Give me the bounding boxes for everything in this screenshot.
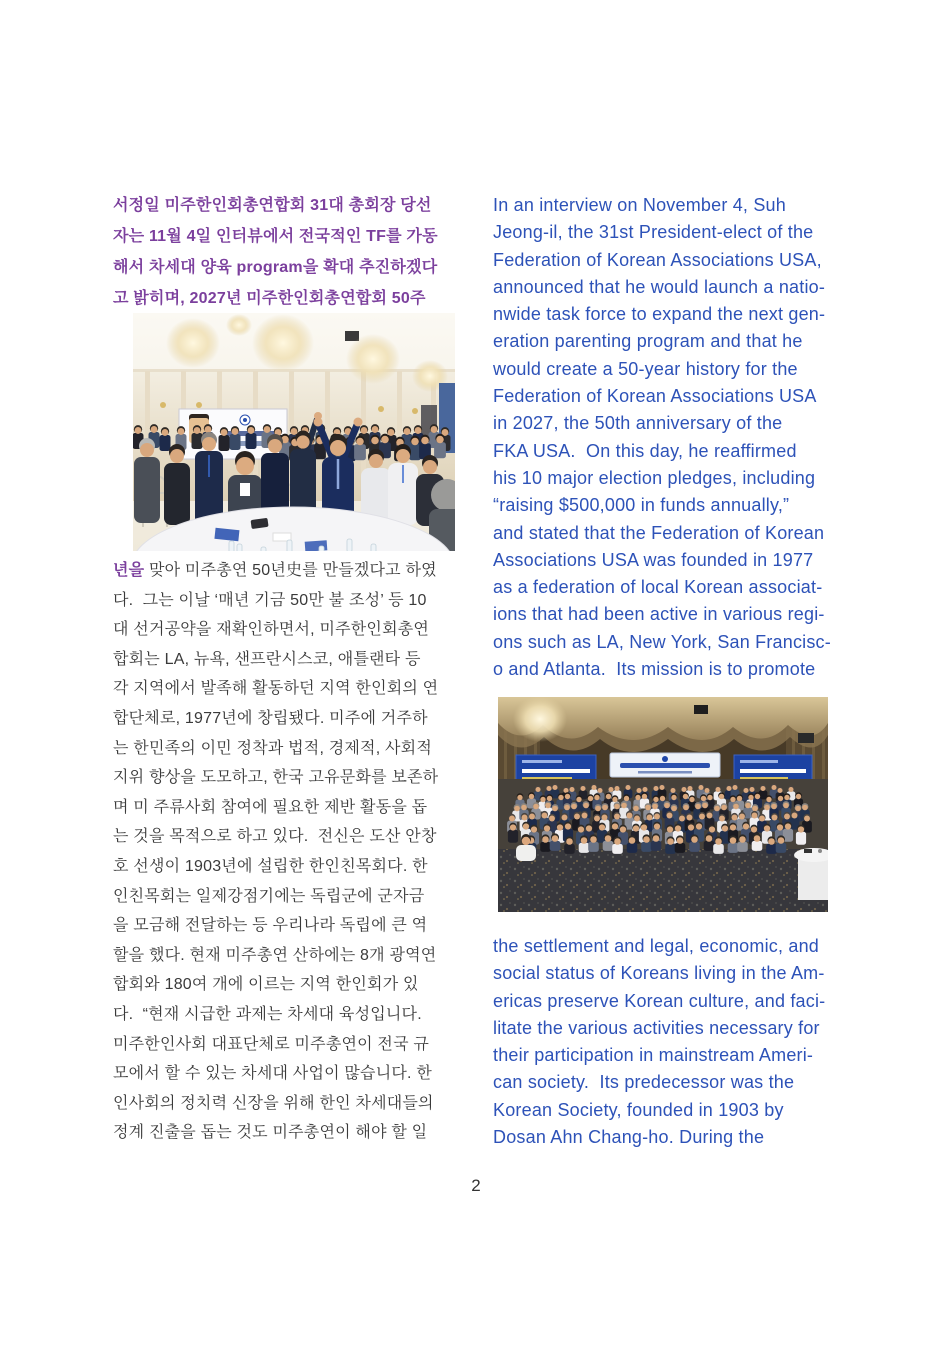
intro-line: 자는 11월 4일 인터뷰에서 전국적인 TF를 가동 [113,228,438,245]
english-line: social status of Koreans living in the Am- [493,963,825,984]
body-line: 모에서 할 수 있는 차세대 사업이 많습니다. 한 [113,1065,432,1083]
celebration-photo [133,313,455,551]
side-table [794,848,828,900]
english-line: o and Atlanta. Its mission is to promote [493,659,816,680]
english-line: and stated that the Federation of Korean [493,522,825,543]
body-line: 대 선거공약을 재확인하면서, 미주한인회총연 [113,621,430,639]
korean-body-paragraph [113,556,438,1148]
intro-line: 해서 차세대 양육 program을 확대 추진하겠다 [113,259,438,276]
english-line: Associations USA was founded in 1977 [493,549,814,570]
body-line: 미주한인사회 대표단체로 미주총연이 전국 규 [113,1035,430,1053]
english-line: as a federation of local Korean associat- [493,577,823,598]
group-photo [498,697,828,912]
body-line: 인친목회는 일제강점기에는 독립군에 군자금 [113,887,425,905]
english-line: litate the various activities necessary for [493,1017,820,1038]
english-line: their participation in mainstream Ameri- [493,1045,814,1066]
english-line: announced that he would launch a natio- [493,276,826,297]
english-line: can society. Its predecessor was the [493,1072,795,1093]
english-line: eration parenting program and that he [493,331,803,352]
english-line: Korean Society, founded in 1903 by [493,1099,784,1120]
english-line: in 2027, the 50th anniversary of the [493,413,783,434]
english-paragraph-2 [493,933,873,1151]
body-line: 는 한민족의 이민 정착과 법적, 경제적, 사회적 [113,739,432,757]
english-line: Jeong-il, the 31st President-elect of the [493,222,814,243]
english-line: “raising $500,000 in funds annually,” [493,495,790,516]
body-line: 할을 했다. 현재 미주총연 산하에는 8개 광역연 [113,946,437,964]
speaker [694,705,708,714]
patterned-carpet [498,849,828,912]
group-crowd [507,784,812,854]
body-line: 는 것을 목적으로 하고 있다. 전신은 도산 안창 [113,828,437,846]
body-line: 합단체로, 1977년에 창립됐다. 미주에 거주하 [113,709,428,727]
english-line: the settlement and legal, economic, and [493,936,819,956]
body-line: 지위 향상을 도모하고, 한국 고유문화를 보존하 [113,769,439,787]
page-number: 2 [471,1176,481,1195]
english-line: Federation of Korean Associations USA [493,386,817,407]
english-line: FKA USA. On this day, he reaffirmed [493,440,797,461]
english-line: In an interview on November 4, Suh [493,195,786,215]
korean-intro-paragraph [113,190,438,314]
body-line: 인사회의 정치력 신장을 위해 한인 차세대들의 [113,1094,434,1112]
body-line: 합회는 LA, 뉴욕, 샌프란시스코, 애틀랜타 등 [113,650,421,668]
english-line: ons such as LA, New York, San Francisc- [493,631,831,652]
body-line: 정계 진출을 돕는 것도 미주총연이 해야 할 일 [113,1124,428,1142]
english-paragraph-1 [493,192,873,683]
purple-lead-word: 년을 [113,562,145,579]
body-line: 다. “현재 시급한 과제는 차세대 육성입니다. [113,1005,422,1023]
english-line: Federation of Korean Associations USA, [493,249,822,270]
body-line-rest: 맞아 미주총연 50년史를 만들겠다고 하였 [144,562,437,579]
intro-line: 고 밝히며, 2027년 미주한인회총연합회 50주 [113,290,426,307]
english-line: his 10 major election pledges, including [493,467,816,488]
body-line: 다. 그는 이날 ‘매년 기금 50만 불 조성’ 등 10 [113,591,427,609]
body-line: 각 지역에서 발족해 활동하던 지역 한인회의 연 [113,680,439,698]
english-line: ions that had been active in various regi- [493,604,825,625]
body-line: 호 선생이 1903년에 설립한 한인친목회다. 한 [113,857,428,875]
english-line: ericas preserve Korean culture, and faci- [493,990,826,1011]
chandelier [513,697,567,742]
intro-line: 서정일 미주한인회총연합회 31대 총회장 당선 [113,197,432,214]
body-line: 을 모금해 전달하는 등 우리나라 독립에 큰 역 [113,917,428,935]
english-line: would create a 50-year history for the [493,358,798,379]
english-line: Dosan Ahn Chang-ho. During the [493,1127,765,1148]
body-line: 며 미 주류사회 참여에 필요한 제반 활동을 돕 [113,798,428,816]
english-line: nwide task force to expand the next gen- [493,304,826,325]
body-line [113,556,438,586]
body-line: 합회와 180여 개에 이르는 지역 한인회가 있 [113,976,419,994]
